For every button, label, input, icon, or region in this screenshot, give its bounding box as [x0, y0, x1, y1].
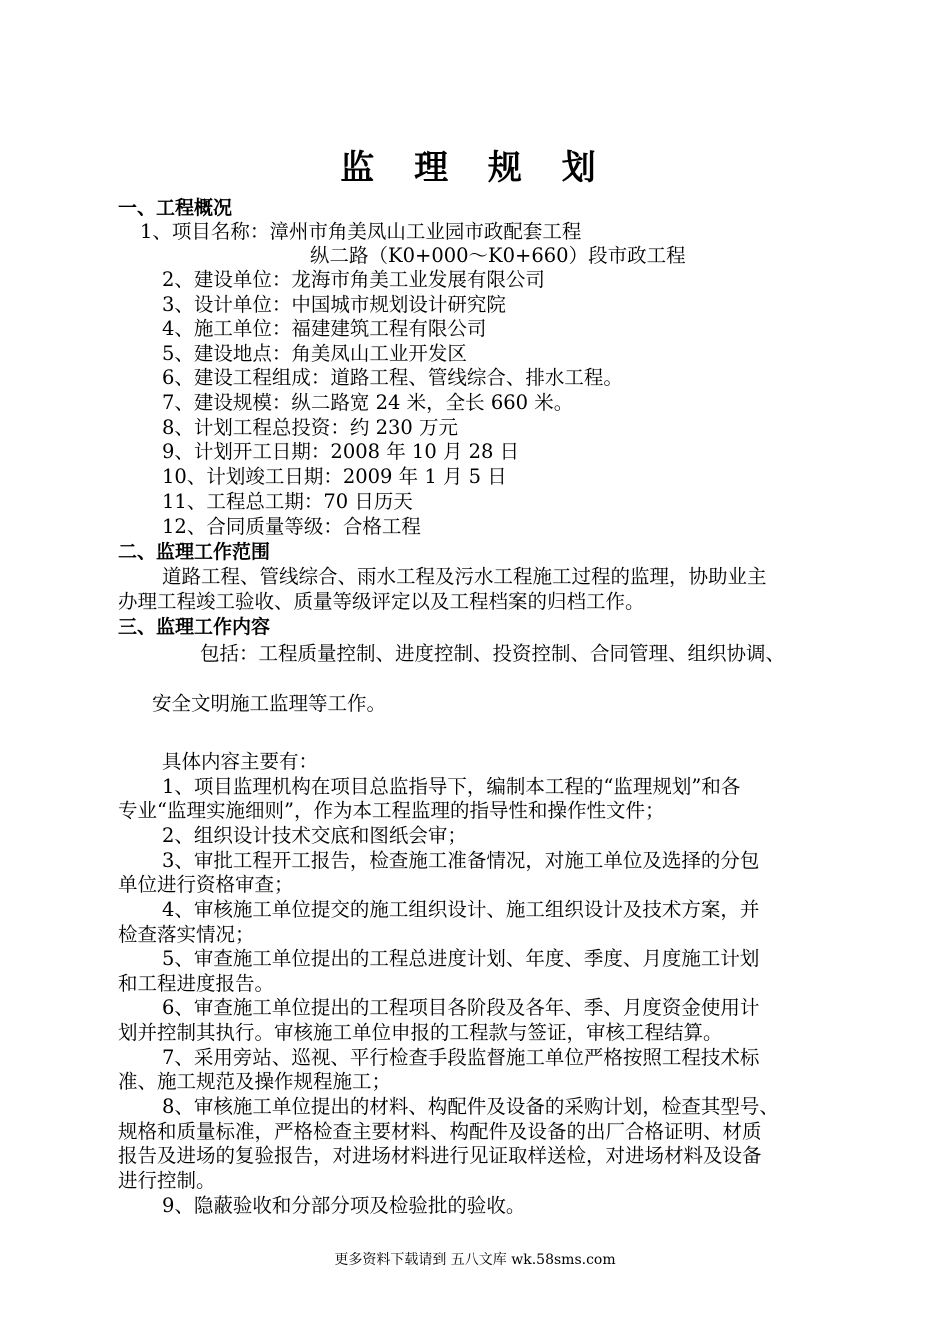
paragraph-line: 7、采用旁站、巡视、平行检查手段监督施工单位严格按照工程技术标 — [162, 1046, 760, 1069]
paragraph-line: 6、审查施工单位提出的工程项目各阶段及各年、季、月度资金使用计 — [162, 996, 760, 1019]
list-item: 2、建设单位：龙海市角美工业发展有限公司 — [162, 268, 545, 291]
list-item: 12、合同质量等级：合格工程 — [162, 515, 421, 538]
section-heading-overview: 一、工程概况 — [118, 197, 233, 219]
list-item: 10、计划竣工日期：2009 年 1 月 5 日 — [162, 465, 507, 488]
paragraph-line: 准、施工规范及操作规程施工； — [118, 1070, 392, 1093]
paragraph-line: 和工程进度报告。 — [118, 972, 275, 995]
list-item: 6、建设工程组成：道路工程、管线综合、排水工程。 — [162, 366, 623, 389]
paragraph-line: 安全文明施工监理等工作。 — [152, 692, 387, 715]
paragraph-line: 办理工程竣工验收、质量等级评定以及工程档案的归档工作。 — [118, 590, 645, 613]
paragraph-line: 4、审核施工单位提交的施工组织设计、施工组织设计及技术方案，并 — [162, 898, 760, 921]
paragraph-line: 道路工程、管线综合、雨水工程及污水工程施工过程的监理，协助业主 — [162, 565, 767, 588]
project-name-line-2: 纵二路（K0+000～K0+660）段市政工程 — [310, 244, 686, 267]
paragraph-line: 报告及进场的复验报告，对进场材料进行见证取样送检，对进场材料及设备 — [118, 1144, 762, 1167]
paragraph-line: 划并控制其执行。审核施工单位申报的工程款与签证，审核工程结算。 — [118, 1021, 723, 1044]
paragraph-line: 专业“监理实施细则”，作为本工程监理的指导性和操作性文件； — [118, 799, 665, 822]
list-item: 5、建设地点：角美凤山工业开发区 — [162, 342, 467, 365]
paragraph-line: 8、审核施工单位提出的材料、构配件及设备的采购计划，检查其型号、 — [162, 1095, 779, 1118]
paragraph-line: 3、审批工程开工报告，检查施工准备情况，对施工单位及选择的分包 — [162, 849, 760, 872]
paragraph-line: 1、项目监理机构在项目总监指导下，编制本工程的“监理规划”和各 — [162, 775, 741, 798]
paragraph-line: 检查落实情况； — [118, 923, 255, 946]
list-item: 8、计划工程总投资：约 230 万元 — [162, 416, 459, 439]
section-heading-scope: 二、监理工作范围 — [118, 541, 271, 563]
list-item: 7、建设规模：纵二路宽 24 米，全长 660 米。 — [162, 391, 574, 414]
paragraph-line: 具体内容主要有： — [162, 750, 319, 773]
footer-text: 更多资料下载请到 五八文库 wk.58sms.com — [334, 1252, 616, 1268]
list-item: 4、施工单位：福建建筑工程有限公司 — [162, 317, 487, 340]
paragraph-line: 进行控制。 — [118, 1169, 216, 1192]
list-item: 9、计划开工日期：2008 年 10 月 28 日 — [162, 440, 520, 463]
page-title: 监 理 规 划 — [340, 148, 610, 188]
section-heading-content: 三、监理工作内容 — [118, 616, 271, 638]
project-name-line-1: 1、项目名称：漳州市角美凤山工业园市政配套工程 — [140, 220, 582, 243]
paragraph-line: 2、组织设计技术交底和图纸会审； — [162, 824, 467, 847]
list-item: 3、设计单位：中国城市规划设计研究院 — [162, 293, 506, 316]
paragraph-line: 单位进行资格审查； — [118, 873, 294, 896]
paragraph-line: 包括：工程质量控制、进度控制、投资控制、合同管理、组织协调、 — [200, 642, 786, 665]
list-item: 11、工程总工期：70 日历天 — [162, 490, 413, 513]
paragraph-line: 规格和质量标准，严格检查主要材料、构配件及设备的出厂合格证明、材质 — [118, 1120, 762, 1143]
paragraph-line: 9、隐蔽验收和分部分项及检验批的验收。 — [162, 1194, 526, 1217]
paragraph-line: 5、审查施工单位提出的工程总进度计划、年度、季度、月度施工计划 — [162, 947, 760, 970]
